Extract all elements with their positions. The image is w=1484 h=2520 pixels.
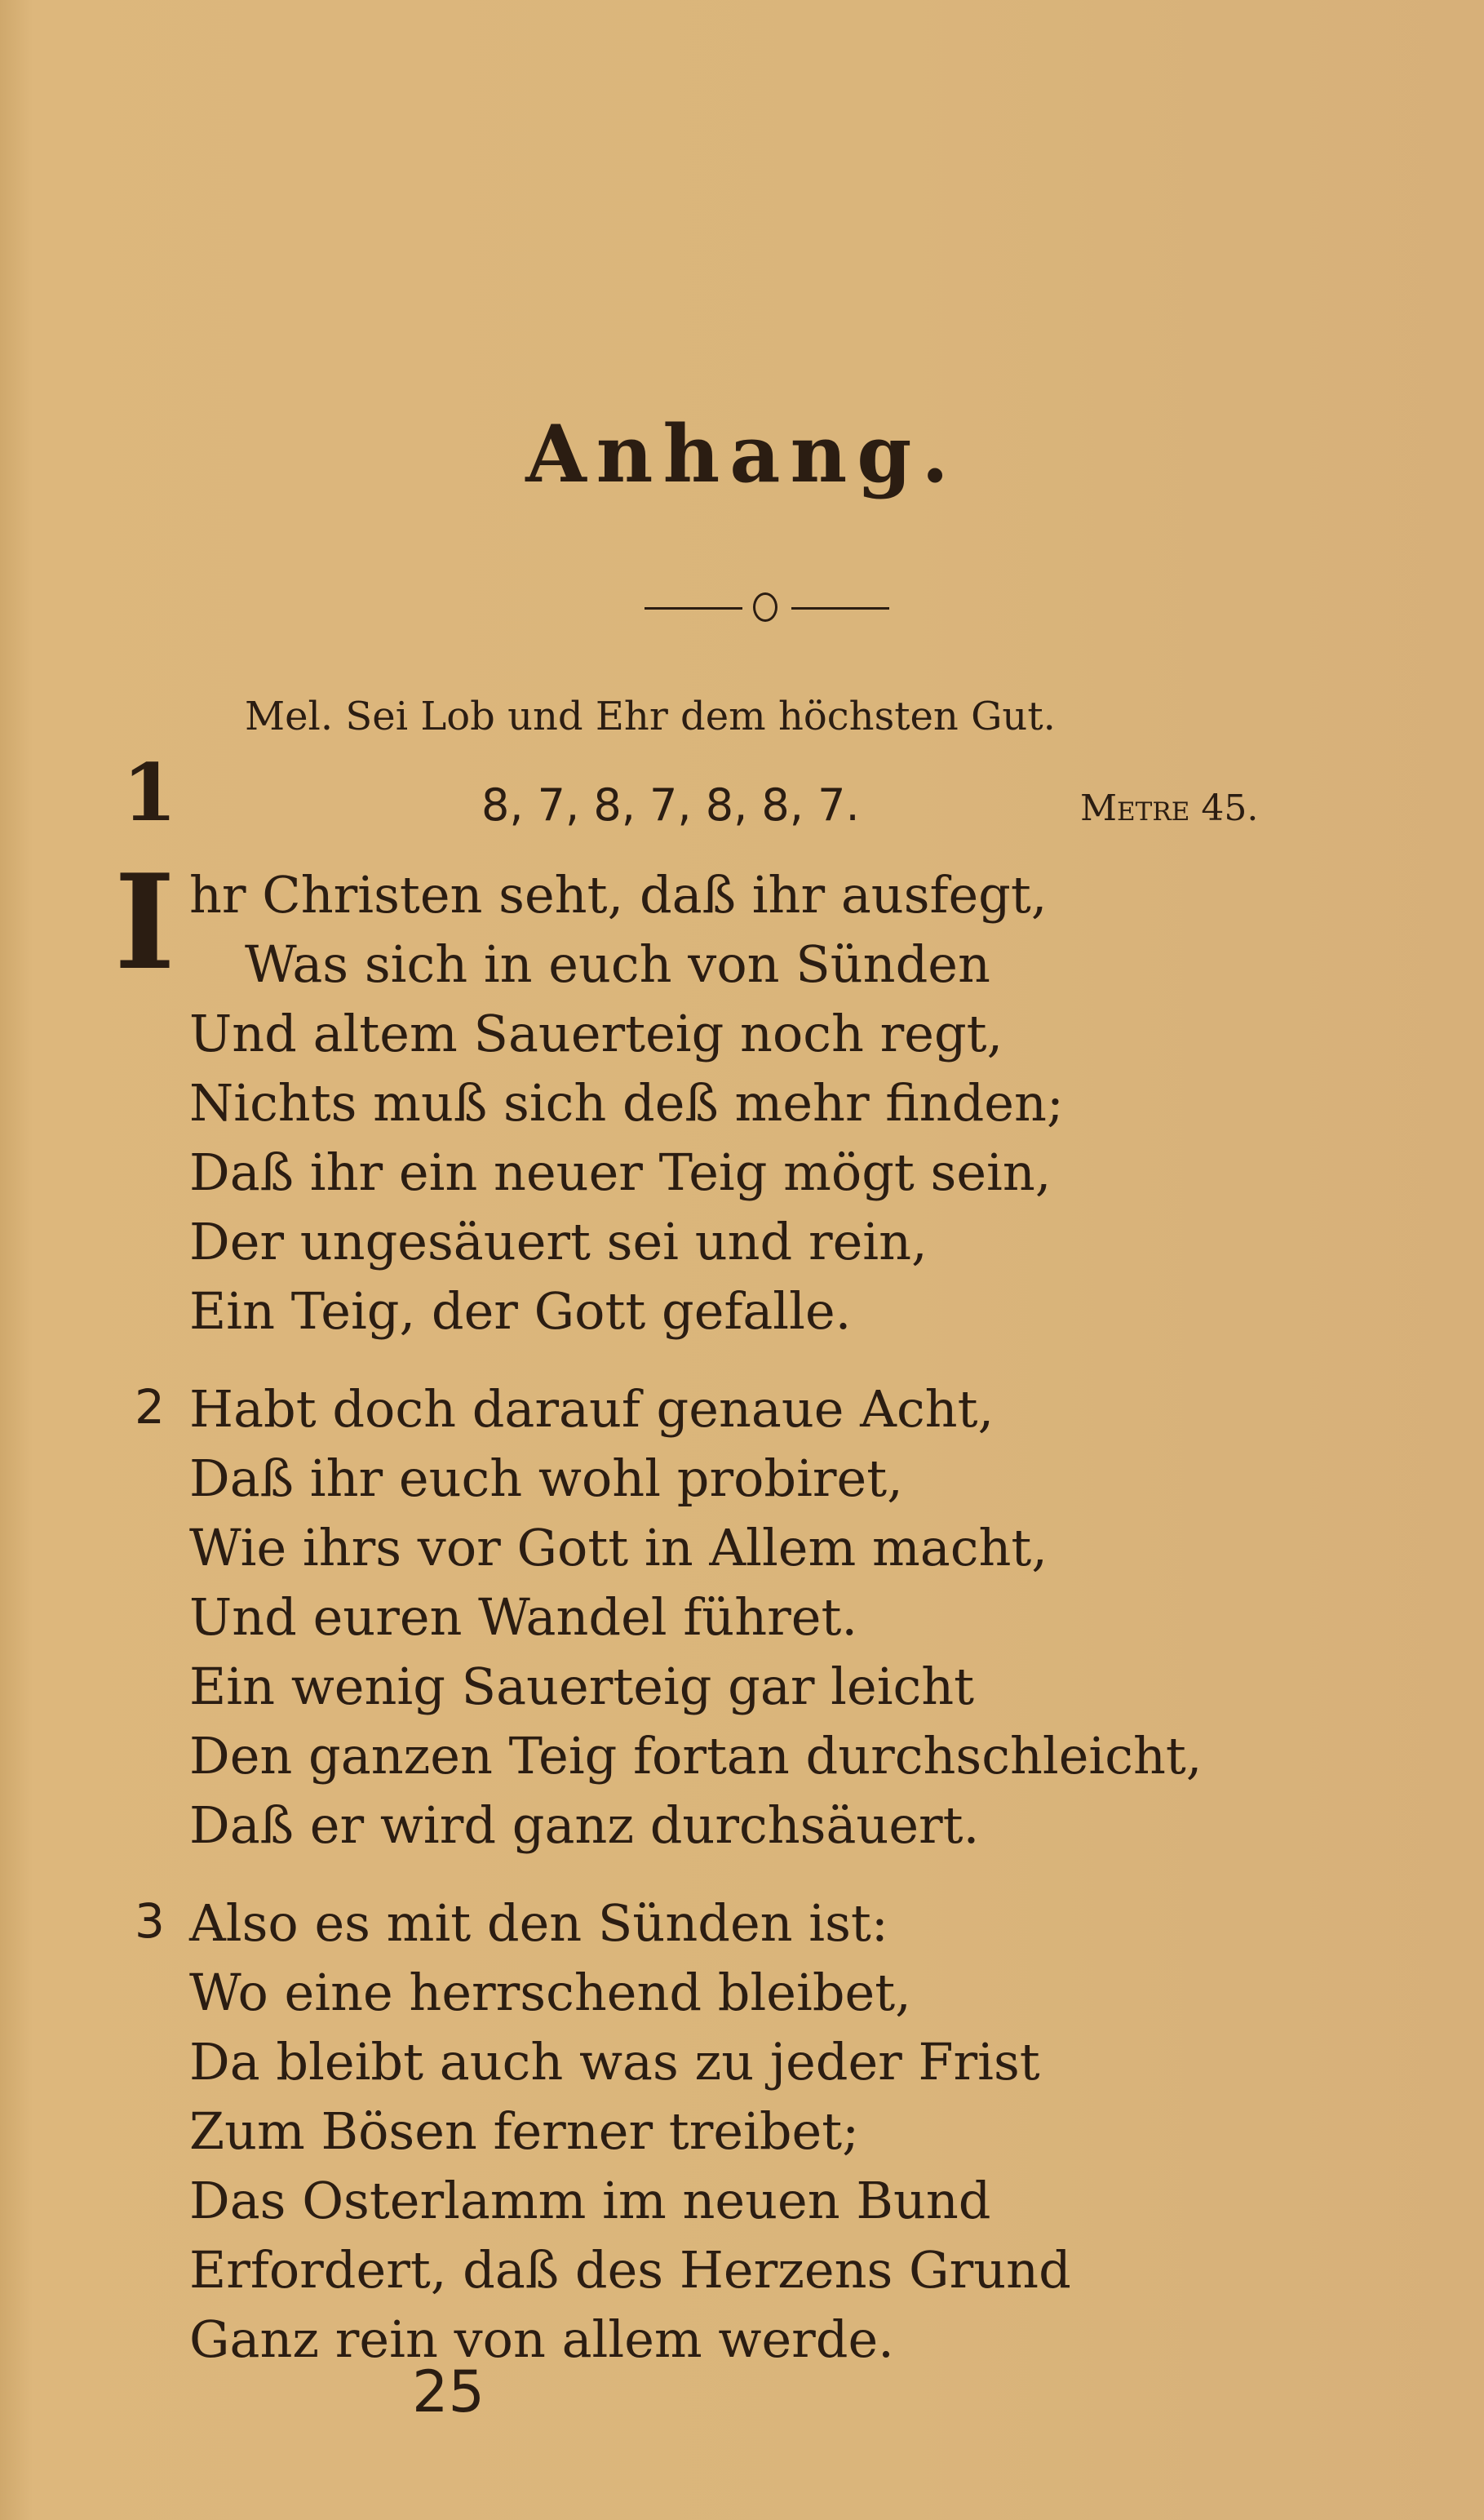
verse-2-line-1: Habt doch darauf genaue Acht, bbox=[189, 1379, 995, 1439]
divider-line-right bbox=[791, 607, 889, 610]
verse-2-line-3: Wie ihrs vor Gott in Allem macht, bbox=[189, 1518, 1048, 1577]
verse-1-line-5: Daß ihr ein neuer Teig mögt sein, bbox=[189, 1142, 1052, 1202]
divider-line-left bbox=[645, 607, 742, 610]
page-title: Anhang. bbox=[525, 408, 959, 500]
verse-1-line-4: Nichts muß sich deß mehr finden; bbox=[189, 1073, 1064, 1133]
verse-3-line-2: Wo eine herrschend bleibet, bbox=[189, 1963, 911, 2022]
verse-2-line-4: Und euren Wandel führet. bbox=[189, 1587, 858, 1647]
verse-3-line-7: Ganz rein von allem werde. bbox=[189, 2309, 894, 2369]
verse-3-line-5: Das Osterlamm im neuen Bund bbox=[189, 2171, 991, 2230]
ornamental-divider bbox=[645, 588, 889, 620]
page-number: 25 bbox=[412, 2358, 485, 2425]
verse-1-line-2: Was sich in euch von Sünden bbox=[245, 934, 990, 994]
hymn-number: 1 bbox=[122, 747, 177, 839]
verse-3-line-1: Also es mit den Sünden ist: bbox=[189, 1893, 888, 1953]
verse-1-line-6: Der ungesäuert sei und rein, bbox=[189, 1212, 928, 1271]
verse-2-line-5: Ein wenig Sauerteig gar leicht bbox=[189, 1657, 975, 1716]
metre-word: Metre bbox=[1080, 788, 1190, 829]
verse-1-line-7: Ein Teig, der Gott gefalle. bbox=[189, 1281, 852, 1341]
meter-pattern: 8, 7, 8, 7, 8, 8, 7. bbox=[481, 779, 860, 831]
verse-number-3: 3 bbox=[135, 1893, 165, 1949]
tune-reference: Mel. Sei Lob und Ehr dem höchsten Gut. bbox=[245, 694, 1056, 739]
divider-circle bbox=[753, 592, 777, 622]
drop-cap: I bbox=[114, 845, 175, 999]
verse-2-line-2: Daß ihr euch wohl probiret, bbox=[189, 1449, 903, 1508]
verse-3-line-4: Zum Bösen ferner treibet; bbox=[189, 2101, 860, 2161]
verse-number-2: 2 bbox=[135, 1379, 165, 1435]
verse-3-line-6: Erfordert, daß des Herzens Grund bbox=[189, 2240, 1071, 2300]
verse-1-line-3: Und altem Sauerteig noch regt, bbox=[189, 1004, 1003, 1063]
verse-3-line-3: Da bleibt auch was zu jeder Frist bbox=[189, 2032, 1040, 2092]
metre-number: 45. bbox=[1201, 788, 1259, 829]
verse-2-line-7: Daß er wird ganz durchsäuert. bbox=[189, 1795, 980, 1855]
verse-2-line-6: Den ganzen Teig fortan durchschleicht, bbox=[189, 1726, 1203, 1786]
verse-1-line-1: hr Christen seht, daß ihr ausfegt, bbox=[189, 865, 1048, 925]
metre-label bbox=[1069, 788, 1258, 829]
